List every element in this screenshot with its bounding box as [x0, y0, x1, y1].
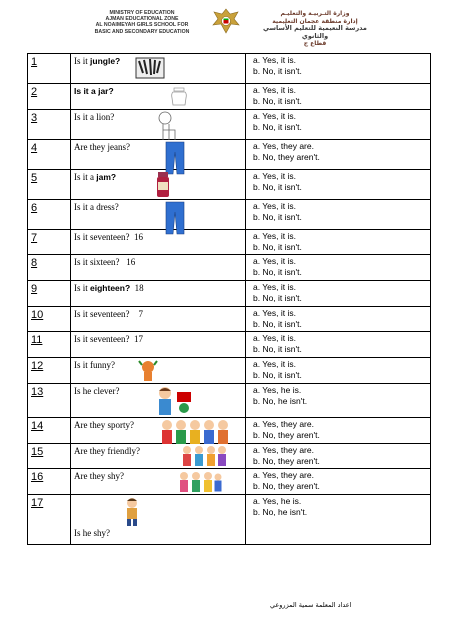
answer-option-b[interactable]: b. No, they aren't. [253, 152, 320, 162]
question-number: 12 [28, 358, 71, 384]
question-text [74, 56, 120, 66]
answer-option-a[interactable]: a. Yes, they are. [253, 445, 314, 455]
question-cell [71, 358, 246, 384]
question-plain: Is it seventeen? [74, 309, 130, 319]
question-number: 4 [28, 140, 71, 170]
header-arabic-line: وزارة التـربيـة والتعليـم [280, 10, 350, 17]
question-row [28, 332, 431, 358]
question-text [74, 386, 119, 396]
answer-options [246, 84, 431, 110]
question-cell [71, 255, 246, 281]
tiger-icon [135, 55, 165, 83]
question-cell [71, 332, 246, 358]
answer-options [246, 307, 431, 332]
answer-option-a[interactable]: a. Yes, it is. [253, 85, 296, 95]
answer-option-b[interactable]: b. No, it isn't. [253, 267, 302, 277]
question-row [28, 255, 431, 281]
question-cell [71, 307, 246, 332]
question-bold: eighteen? [90, 283, 131, 293]
question-text [74, 420, 134, 430]
answer-option-a[interactable]: a. Yes, it is. [253, 256, 296, 266]
question-cell [71, 170, 246, 200]
header-english-line: MINISTRY OF EDUCATION [109, 10, 175, 16]
question-cell [71, 84, 246, 110]
answer-option-b[interactable]: b. No, he isn't. [253, 396, 308, 406]
question-bold: jam? [96, 172, 117, 182]
answer-option-a[interactable]: a. Yes, they are. [253, 470, 314, 480]
answer-option-b[interactable]: b. No, they aren't. [253, 430, 320, 440]
question-cell [71, 384, 246, 418]
shy-kids-icon [176, 470, 222, 496]
jar-icon [167, 86, 191, 110]
answer-option-a[interactable]: a. Yes, it is. [253, 359, 296, 369]
answer-option-a[interactable]: a. Yes, it is. [253, 308, 296, 318]
question-plain: Is it seventeen? [74, 334, 130, 344]
answer-option-a[interactable]: a. Yes, he is. [253, 385, 302, 395]
question-number-hint: 16 [129, 232, 143, 242]
header-english-line: AJMAN EDUCATIONAL ZONE [105, 16, 179, 23]
header-english [82, 10, 202, 35]
question-cell [71, 444, 246, 469]
question-row [28, 469, 431, 495]
question-number-hint: 18 [130, 283, 144, 293]
question-cell [71, 54, 246, 84]
answer-option-a[interactable]: a. Yes, it is. [253, 171, 296, 181]
question-cell [71, 469, 246, 495]
answer-option-a[interactable]: a. Yes, it is. [253, 333, 296, 343]
question-cell [71, 140, 246, 170]
answer-option-a[interactable]: a. Yes, it is. [253, 55, 296, 65]
answer-option-b[interactable]: b. No, it isn't. [253, 212, 302, 222]
question-text [74, 142, 130, 152]
question-text [74, 334, 143, 344]
answer-option-a[interactable]: a. Yes, it is. [253, 282, 296, 292]
question-text [74, 257, 135, 267]
answer-options [246, 384, 431, 418]
answer-option-b[interactable]: b. No, it isn't. [253, 344, 302, 354]
question-plain: Is it a lion? [74, 112, 115, 122]
answer-option-b[interactable]: b. No, it isn't. [253, 242, 302, 252]
shy-boy-icon [123, 497, 141, 529]
question-row [28, 140, 431, 170]
question-text [74, 112, 114, 122]
question-number: 17 [28, 495, 71, 545]
question-row [28, 444, 431, 469]
header-english-line: BASIC AND SECONDARY EDUCATION [94, 28, 190, 35]
question-text [74, 172, 116, 182]
question-text [74, 446, 140, 456]
answer-option-b[interactable]: b. No, it isn't. [253, 66, 302, 76]
question-bold: jungle? [90, 56, 121, 66]
question-text [74, 528, 110, 538]
funny-animal-icon [137, 359, 159, 385]
question-row [28, 230, 431, 255]
answer-options [246, 110, 431, 140]
question-number: 6 [28, 200, 71, 230]
question-row [28, 54, 431, 84]
footer-credit: اعداد المعلمة سمية المزروعي [270, 601, 352, 609]
question-number: 8 [28, 255, 71, 281]
document-header [0, 0, 453, 52]
question-row [28, 110, 431, 140]
answer-option-a[interactable]: a. Yes, they are. [253, 141, 314, 151]
friendly-kids-icon [179, 444, 229, 470]
question-number: 1 [28, 54, 71, 84]
answer-option-b[interactable]: b. No, they aren't. [253, 456, 320, 466]
question-row [28, 495, 431, 545]
answer-options [246, 332, 431, 358]
answer-option-b[interactable]: b. No, they aren't. [253, 481, 320, 491]
answer-option-b[interactable]: b. No, it isn't. [253, 319, 302, 329]
question-plain: Is he shy? [74, 528, 110, 538]
question-plain: Are they jeans? [74, 142, 130, 152]
question-plain: Is it seventeen? [74, 232, 130, 242]
question-number: 7 [28, 230, 71, 255]
answer-options [246, 444, 431, 469]
question-number: 13 [28, 384, 71, 418]
answer-options [246, 200, 431, 230]
question-bold: Is it a jar? [74, 86, 114, 96]
question-cell [71, 418, 246, 444]
question-cell [71, 230, 246, 255]
worksheet-table [27, 53, 431, 545]
question-plain: Are they sporty? [74, 420, 134, 430]
question-number: 11 [28, 332, 71, 358]
question-row [28, 281, 431, 307]
question-text [74, 360, 115, 370]
answer-option-b[interactable]: b. No, it isn't. [253, 182, 302, 192]
answer-option-a[interactable]: a. Yes, it is. [253, 111, 296, 121]
question-number: 14 [28, 418, 71, 444]
question-row [28, 84, 431, 110]
question-plain: Is it [74, 56, 88, 66]
question-plain: Is it funny? [74, 360, 115, 370]
uae-emblem-icon [208, 6, 244, 36]
question-number: 16 [28, 469, 71, 495]
question-plain: Is it [74, 283, 91, 293]
question-number: 3 [28, 110, 71, 140]
question-number: 15 [28, 444, 71, 469]
header-arabic-line: مدرسة النعيمية للتعليم الأساسي والثانوي [263, 24, 367, 40]
answer-options [246, 281, 431, 307]
question-number: 9 [28, 281, 71, 307]
question-row [28, 358, 431, 384]
header-arabic-line: إدارة منطقة عجمان التعليمية [272, 17, 358, 25]
question-row [28, 418, 431, 444]
header-english-line: AL NOAIMEYAH GIRLS SCHOOL FOR [95, 22, 189, 29]
question-text [74, 283, 144, 293]
question-row [28, 384, 431, 418]
question-plain: Are they shy? [74, 471, 124, 481]
question-cell [71, 281, 246, 307]
question-row [28, 170, 431, 200]
header-arabic-line: قطاع ج [303, 40, 327, 48]
answer-option-a[interactable]: a. Yes, they are. [253, 419, 314, 429]
answer-options [246, 255, 431, 281]
question-plain: Is it a [74, 172, 97, 182]
answer-option-a[interactable]: a. Yes, it is. [253, 231, 296, 241]
question-number: 5 [28, 170, 71, 200]
answer-options [246, 358, 431, 384]
answer-options [246, 495, 431, 545]
answer-option-b[interactable]: b. No, it isn't. [253, 122, 302, 132]
question-text [74, 471, 124, 481]
question-plain: Are they friendly? [74, 446, 140, 456]
question-plain: Is it sixteen? [74, 257, 120, 267]
answer-options [246, 140, 431, 170]
answer-options [246, 418, 431, 444]
question-cell [71, 110, 246, 140]
question-row [28, 307, 431, 332]
clever-boy-icon [151, 384, 197, 420]
answer-options [246, 230, 431, 255]
answer-option-a[interactable]: a. Yes, he is. [253, 496, 302, 506]
question-text [74, 309, 143, 319]
question-cell [71, 200, 246, 230]
answer-options [246, 469, 431, 495]
answer-option-b[interactable]: b. No, it isn't. [253, 293, 302, 303]
question-number-hint: 17 [129, 334, 143, 344]
question-number-hint: 7 [129, 309, 143, 319]
question-text [74, 86, 114, 96]
answer-option-b[interactable]: b. No, it isn't. [253, 370, 302, 380]
question-text [74, 232, 143, 242]
question-text [74, 202, 119, 212]
question-number: 10 [28, 307, 71, 332]
answer-option-b[interactable]: b. No, he isn't. [253, 507, 308, 517]
question-number: 2 [28, 84, 71, 110]
answer-option-a[interactable]: a. Yes, it is. [253, 201, 296, 211]
answer-option-b[interactable]: b. No, it isn't. [253, 96, 302, 106]
question-number-hint: 16 [119, 257, 136, 267]
question-cell [71, 495, 246, 545]
question-row [28, 200, 431, 230]
question-plain: Is he clever? [74, 386, 120, 396]
question-plain: Is it a dress? [74, 202, 119, 212]
header-arabic [250, 10, 380, 48]
answer-options [246, 170, 431, 200]
jam-jar-icon [155, 171, 171, 201]
answer-options [246, 54, 431, 84]
